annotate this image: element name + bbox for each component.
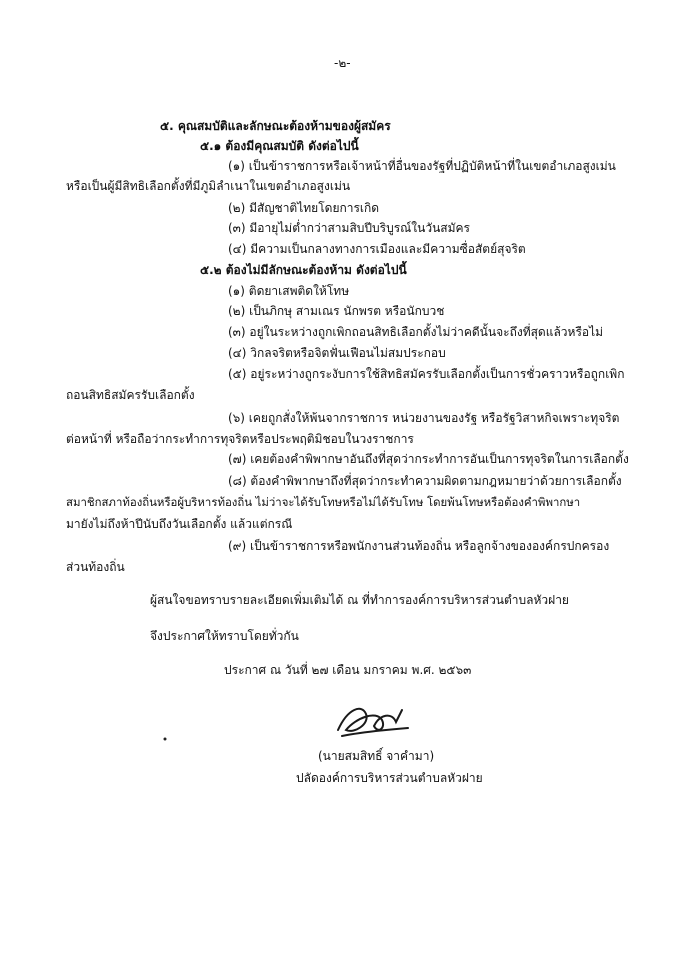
s52-item9-line2: ส่วนท้องถิ่น (66, 560, 125, 574)
announcement-date: ประกาศ ณ วันที่ ๒๗ เดือน มกราคม พ.ศ. ๒๕๖๓ (224, 663, 472, 677)
stray-dot (162, 736, 168, 742)
s52-item7: (๗) เคยต้องคำพิพากษาอันถึงที่สุดว่ากระทำการอันเป็นการทุจริตในการเลือกตั้ง (228, 452, 629, 466)
s51-item1-line1: (๑) เป็นข้าราชการหรือเจ้าหน้าที่อื่นของรัฐที่ปฏิบัติหน้าที่ในเขตอำเภอสูงเม่น (228, 159, 616, 173)
s52-item3: (๓) อยู่ในระหว่างถูกเพิกถอนสิทธิเลือกตั้งไม่ว่าคดีนั้นจะถึงที่สุดแล้วหรือไม่ (228, 325, 604, 339)
s52-item9-line1: (๙) เป็นข้าราชการหรือพนักงานส่วนท้องถิ่น หรือลูกจ้างขององค์กรปกครอง (228, 539, 610, 553)
s52-item1: (๑) ติดยาเสพติดให้โทษ (228, 284, 350, 298)
page-number: -๒- (334, 56, 351, 70)
signer-name: (นายสมสิทธิ์ จาคำมา) (318, 749, 435, 763)
contact-paragraph: ผู้สนใจขอทราบรายละเอียดเพิ่มเติมได้ ณ ที่ทำการองค์การบริหารส่วนตำบลหัวฝาย (150, 593, 569, 607)
s52-item8-line3: มายังไม่ถึงห้าปีนับถึงวันเลือกตั้ง แล้วแต่กรณี (66, 517, 293, 531)
section-5-2-heading: ๕.๒ ต้องไม่มีลักษณะต้องห้าม ดังต่อไปนี้ (200, 263, 407, 277)
signature-image (332, 700, 412, 742)
s52-item8-line2: สมาชิกสภาท้องถิ่นหรือผู้บริหารท้องถิ่น ไม่ว่าจะได้รับโทษหรือไม่ได้รับโทษ โดยพ้นโทษหรือต้องคำพิพากษา (66, 495, 581, 509)
s52-item6-line1: (๖) เคยถูกสั่งให้พ้นจากราชการ หน่วยงานของรัฐ หรือรัฐวิสาหกิจเพราะทุจริต (228, 411, 620, 425)
announce-paragraph: จึงประกาศให้ทราบโดยทั่วกัน (150, 629, 299, 643)
s52-item4: (๔) วิกลจริตหรือจิตฟั่นเฟือนไม่สมประกอบ (228, 346, 446, 360)
s52-item8-line1: (๘) ต้องคำพิพากษาถึงที่สุดว่ากระทำความผิดตามกฎหมายว่าด้วยการเลือกตั้ง (228, 474, 622, 488)
s52-item2: (๒) เป็นภิกษุ สามเณร นักพรต หรือนักบวช (228, 304, 445, 318)
s51-item1-line2: หรือเป็นผู้มีสิทธิเลือกตั้งที่มีภูมิลำเนาในเขตอำเภอสูงเม่น (66, 179, 351, 193)
section-5-1-heading: ๕.๑ ต้องมีคุณสมบัติ ดังต่อไปนี้ (200, 139, 359, 153)
s52-item5-line1: (๕) อยู่ระหว่างถูกระงับการใช้สิทธิสมัครรับเลือกตั้งเป็นการชั่วคราวหรือถูกเพิก (228, 367, 625, 381)
section-5-heading: ๕. คุณสมบัติและลักษณะต้องห้ามของผู้สมัคร (160, 119, 391, 133)
s52-item5-line2: ถอนสิทธิสมัครรับเลือกตั้ง (66, 388, 195, 402)
s51-item3: (๓) มีอายุไม่ต่ำกว่าสามสิบปีบริบูรณ์ในวันสมัคร (228, 221, 470, 235)
s51-item2: (๒) มีสัญชาติไทยโดยการเกิด (228, 201, 380, 215)
s51-item4: (๔) มีความเป็นกลางทางการเมืองและมีความซื่อสัตย์สุจริต (228, 242, 526, 256)
signer-title: ปลัดองค์การบริหารส่วนตำบลหัวฝาย (296, 771, 483, 785)
s52-item6-line2: ต่อหน้าที่ หรือถือว่ากระทำการทุจริตหรือประพฤติมิชอบในวงราชการ (66, 432, 414, 446)
